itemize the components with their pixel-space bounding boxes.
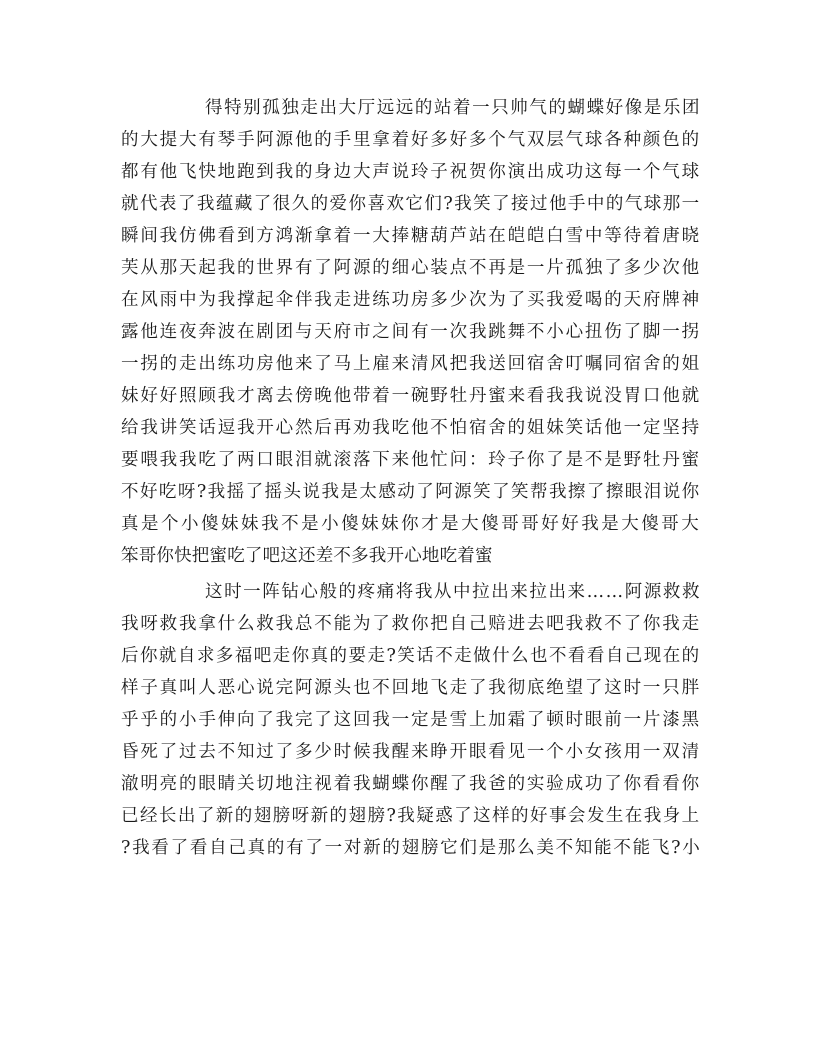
text-line: 样子真叫人恶心说完阿源头也不回地飞走了我彻底绝望了这时一只胖: [121, 678, 701, 698]
document-body: [121, 92, 701, 864]
paragraph-2: [121, 576, 701, 864]
text-line: 我呀救我拿什么救我总不能为了救你把自己赔进去吧我救不了你我走: [121, 614, 701, 634]
text-line: 妹好好照顾我才离去傍晚他带着一碗野牡丹蜜来看我我说没胃口他就: [121, 386, 701, 406]
text-line: 得特别孤独走出大厅远远的站着一只帅气的蝴蝶好像是乐团: [205, 98, 702, 118]
text-line: 后你就自求多福吧走你真的要走?笑话不走做什么也不看看自己现在的: [121, 646, 701, 666]
text-line: 给我讲笑话逗我开心然后再劝我吃他不怕宿舍的姐妹笑话他一定坚持: [121, 418, 701, 438]
text-line: 乎乎的小手伸向了我完了这回我一定是雪上加霜了顿时眼前一片漆黑: [121, 710, 701, 730]
text-line: 在风雨中为我撑起伞伴我走进练功房多少次为了买我爱喝的天府牌神: [121, 290, 701, 310]
text-line: 澈明亮的眼睛关切地注视着我蝴蝶你醒了我爸的实验成功了你看看你: [121, 774, 701, 794]
text-line: 露他连夜奔波在剧团与天府市之间有一次我跳舞不小心扭伤了脚一拐: [121, 322, 701, 342]
text-line: 一拐的走出练功房他来了马上雇来清风把我送回宿舍叮嘱同宿舍的姐: [121, 354, 701, 374]
text-line: 瞬间我仿佛看到方鸿渐拿着一大捧糖葫芦站在皑皑白雪中等待着唐晓: [121, 226, 701, 246]
text-line: 芙从那天起我的世界有了阿源的细心装点不再是一片孤独了多少次他: [121, 258, 701, 278]
text-line: 的大提大有琴手阿源他的手里拿着好多好多个气双层气球各种颜色的: [121, 130, 701, 150]
text-line: 不好吃呀?我摇了摇头说我是太感动了阿源笑了笑帮我擦了擦眼泪说你: [121, 482, 701, 502]
text-line: 昏死了过去不知过了多少时候我醒来睁开眼看见一个小女孩用一双清: [121, 742, 701, 762]
text-line: 这时一阵钻心般的疼痛将我从中拉出来拉出来……阿源救救: [205, 582, 702, 602]
text-line: 已经长出了新的翅膀呀新的翅膀?我疑惑了这样的好事会发生在我身上: [121, 806, 701, 826]
text-line: ?我看了看自己真的有了一对新的翅膀它们是那么美不知能不能飞?小: [121, 838, 702, 858]
text-line: 真是个小傻妹妹我不是小傻妹妹你才是大傻哥哥好好我是大傻哥大: [121, 514, 702, 534]
text-line: 要喂我我吃了两口眼泪就滚落下来他忙问：玲子你了是不是野牡丹蜜: [121, 450, 701, 470]
text-line: 笨哥你快把蜜吃了吧这还差不多我开心地吃着蜜: [121, 546, 493, 566]
text-line: 就代表了我蕴藏了很久的爱你喜欢它们?我笑了接过他手中的气球那一: [121, 194, 701, 214]
text-line: 都有他飞快地跑到我的身边大声说玲子祝贺你演出成功这每一个气球: [121, 162, 701, 182]
paragraph-1: [121, 92, 701, 572]
